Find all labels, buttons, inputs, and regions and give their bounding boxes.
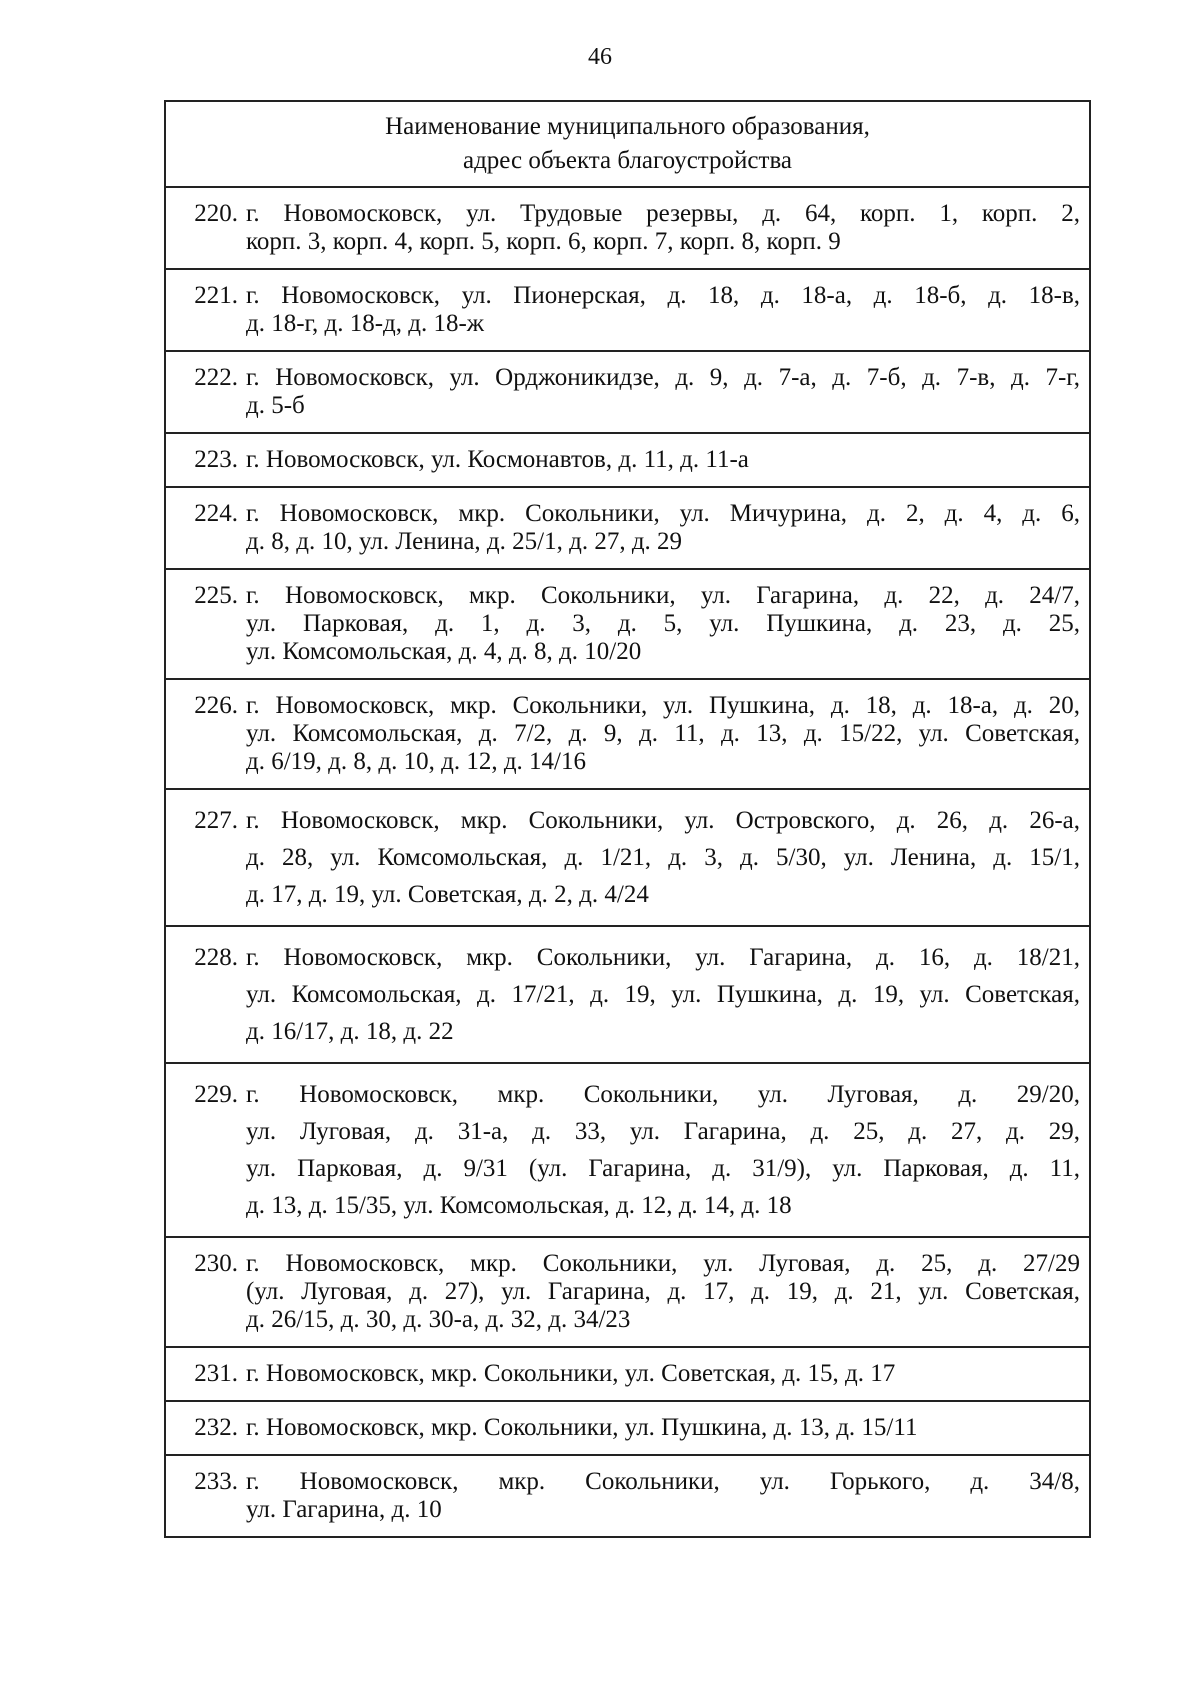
address-line: д. 18-г, д. 18-д, д. 18-ж <box>246 310 485 337</box>
address-line: г. Новомосковск, ул. Трудовые резервы, д. 64, корп. 1, корп. 2, <box>246 200 1080 227</box>
address-line: д. 26/15, д. 30, д. 30-а, д. 32, д. 34/23 <box>246 1306 631 1333</box>
address-line: г. Новомосковск, мкр. Сокольники, ул. Мичурина, д. 2, д. 4, д. 6, <box>246 500 1080 527</box>
row-address <box>246 446 1086 474</box>
address-line: г. Новомосковск, ул. Орджоникидзе, д. 9, д. 7-а, д. 7-б, д. 7-в, д. 7-г, <box>246 364 1080 391</box>
row-address <box>246 939 1086 1050</box>
table-row <box>166 1456 1089 1536</box>
address-line: ул. Гагарина, д. 10 <box>246 1496 442 1523</box>
row-address <box>246 1076 1086 1224</box>
row-address <box>246 582 1086 666</box>
address-line: г. Новомосковск, мкр. Сокольники, ул. Пушкина, д. 18, д. 18-а, д. 20, <box>246 692 1080 719</box>
table-row <box>166 1064 1089 1238</box>
row-address <box>246 1468 1086 1524</box>
row-number: 230. <box>194 1250 238 1277</box>
row-number: 225. <box>194 582 238 609</box>
address-line: г. Новомосковск, мкр. Сокольники, ул. Горького, д. 34/8, <box>246 1468 1080 1495</box>
address-line: ул. Комсомольская, д. 17/21, д. 19, ул. Пушкина, д. 19, ул. Советская, <box>246 981 1080 1008</box>
row-number: 226. <box>194 692 238 719</box>
table-row <box>166 1238 1089 1348</box>
address-line: д. 17, д. 19, ул. Советская, д. 2, д. 4/24 <box>246 881 649 908</box>
table-row <box>166 270 1089 352</box>
address-line: д. 16/17, д. 18, д. 22 <box>246 1018 454 1045</box>
table-row <box>166 790 1089 927</box>
table-row <box>166 434 1089 488</box>
address-line: д. 5-б <box>246 392 305 419</box>
address-line: г. Новомосковск, ул. Пионерская, д. 18, д. 18-а, д. 18-б, д. 18-в, <box>246 282 1080 309</box>
table-row <box>166 680 1089 790</box>
address-line: г. Новомосковск, мкр. Сокольники, ул. Пушкина, д. 13, д. 15/11 <box>246 1414 918 1441</box>
row-number: 220. <box>194 200 238 227</box>
address-line: ул. Луговая, д. 31-а, д. 33, ул. Гагарина, д. 25, д. 27, д. 29, <box>246 1118 1080 1145</box>
address-line: г. Новомосковск, мкр. Сокольники, ул. Советская, д. 15, д. 17 <box>246 1360 896 1387</box>
row-address <box>246 692 1086 776</box>
row-address <box>246 802 1086 913</box>
address-table <box>164 100 1091 1538</box>
table-body <box>166 188 1089 1536</box>
row-address <box>246 500 1086 556</box>
address-line: г. Новомосковск, ул. Космонавтов, д. 11, д. 11-а <box>246 446 749 473</box>
row-number: 229. <box>194 1081 238 1108</box>
address-line: ул. Парковая, д. 1, д. 3, д. 5, ул. Пушкина, д. 23, д. 25, <box>246 610 1080 637</box>
row-address <box>246 200 1086 256</box>
address-line: ул. Комсомольская, д. 7/2, д. 9, д. 11, д. 13, д. 15/22, ул. Советская, <box>246 720 1080 747</box>
row-number: 221. <box>194 282 238 309</box>
table-header-line-2: адрес объекта благоустройства <box>462 147 793 174</box>
table-row <box>166 352 1089 434</box>
table-header <box>166 102 1089 188</box>
address-line: корп. 3, корп. 4, корп. 5, корп. 6, корп. 7, корп. 8, корп. 9 <box>246 228 841 255</box>
address-line: г. Новомосковск, мкр. Сокольники, ул. Луговая, д. 25, д. 27/29 <box>246 1250 1080 1277</box>
address-line: д. 6/19, д. 8, д. 10, д. 12, д. 14/16 <box>246 748 586 775</box>
address-line: г. Новомосковск, мкр. Сокольники, ул. Островского, д. 26, д. 26-а, <box>246 807 1080 834</box>
row-number: 233. <box>194 1468 238 1495</box>
row-address <box>246 282 1086 338</box>
row-number: 227. <box>194 807 238 834</box>
table-row <box>166 570 1089 680</box>
row-number: 222. <box>194 364 238 391</box>
row-number: 224. <box>194 500 238 527</box>
address-line: д. 8, д. 10, ул. Ленина, д. 25/1, д. 27, д. 29 <box>246 528 683 555</box>
row-number: 232. <box>194 1414 238 1441</box>
row-number: 223. <box>194 446 238 473</box>
address-line: д. 28, ул. Комсомольская, д. 1/21, д. 3, д. 5/30, ул. Ленина, д. 15/1, <box>246 844 1080 871</box>
table-row <box>166 1402 1089 1456</box>
table-row <box>166 488 1089 570</box>
address-line: ул. Комсомольская, д. 4, д. 8, д. 10/20 <box>246 638 642 665</box>
row-address <box>246 364 1086 420</box>
address-line: г. Новомосковск, мкр. Сокольники, ул. Гагарина, д. 22, д. 24/7, <box>246 582 1080 609</box>
address-line: (ул. Луговая, д. 27), ул. Гагарина, д. 17, д. 19, д. 21, ул. Советская, <box>246 1278 1080 1305</box>
table-row <box>166 927 1089 1064</box>
address-line: ул. Парковая, д. 9/31 (ул. Гагарина, д. 31/9), ул. Парковая, д. 11, <box>246 1155 1080 1182</box>
table-header-line-1: Наименование муниципального образования, <box>385 113 870 140</box>
row-number: 231. <box>194 1360 238 1387</box>
table-row <box>166 1348 1089 1402</box>
address-line: г. Новомосковск, мкр. Сокольники, ул. Гагарина, д. 16, д. 18/21, <box>246 944 1080 971</box>
row-address <box>246 1360 1086 1388</box>
table-row <box>166 188 1089 270</box>
row-number: 228. <box>194 944 238 971</box>
page-number: 46 <box>588 44 612 70</box>
address-line: д. 13, д. 15/35, ул. Комсомольская, д. 12, д. 14, д. 18 <box>246 1192 792 1219</box>
row-address <box>246 1414 1086 1442</box>
address-line: г. Новомосковск, мкр. Сокольники, ул. Луговая, д. 29/20, <box>246 1081 1080 1108</box>
row-address <box>246 1250 1086 1334</box>
